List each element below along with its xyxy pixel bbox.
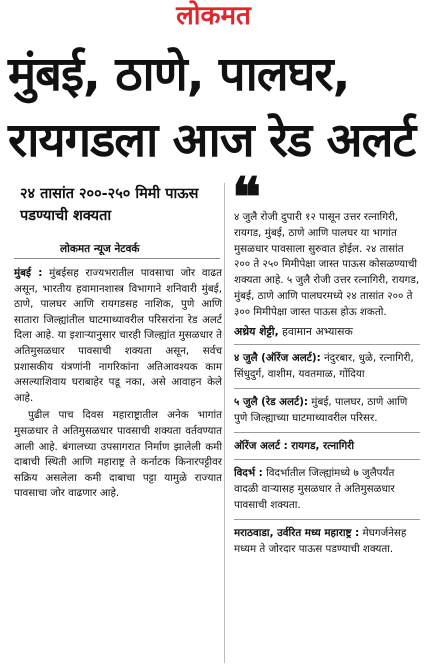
alert-label: ऑरेंज अलर्ट : रायगड, रत्नागिरी [234,439,355,452]
column-divider [224,183,225,663]
alert-text: मेघगर्जनेसह मध्यम ते जोरदार पाऊस पडण्याची शक्यता. [234,526,407,555]
divider [234,344,420,345]
subheadline: २४ तासांत २००-२५० मिमी पाऊस पडण्याची शक्यता [20,186,199,224]
divider [234,459,420,460]
alert-text: नंदुरबार, धुळे, रत्नागिरी, सिंधुदुर्ग, वाशीम, यवतमाळ, गोंदिया [234,352,414,381]
divider [234,432,420,433]
alert-item [234,439,420,455]
quote-author [234,324,420,340]
alert-item [234,395,420,427]
body-paragraph-1-text: मुंबईसह राज्यभरातील पावसाचा जोर वाढत असून, भारतीय हवामानशास्त्र विभागाने शनिवारी मुंबई, ठाणे, पालघर आणि रायगडसह नाशिक, पुणे आणि सातारा जिल्ह्यांतील घाटमाथ्यावरील परिसरांना रेड अलर्ट दिला आहे. या इशाऱ्यानुसार चारही जिल्ह्यांत मुसळधार ते अतिमुसळधार पावसाची शक्यता असून, सर्वच प्रशासकीय यंत्रणांनी नागरिकांना अतिआवश्यक काम असल्याशिवाय घराबाहेर पडू नका, असे आवाहन केले आहे. [14,267,222,404]
quote-mark-icon: ❝ [232,165,262,229]
body-paragraph-1 [14,266,222,406]
alert-label: ४ जुलै (ऑरेंज अलर्ट): [234,352,321,365]
byline-divider [14,258,220,259]
author-name: अथ्रेय शेट्टी, [234,324,279,338]
alert-label: ५ जुलै (रेड अलर्ट): [234,395,309,408]
divider [234,519,420,520]
headline-line-2: रायगडला आज रेड अलर्ट [8,113,416,168]
sidebar-column [234,210,420,559]
alert-item [234,351,420,383]
article-body [14,266,222,502]
headline-line-1: मुंबई, ठाणे, पालघर, [8,47,350,102]
newspaper-logo: लोकमत [176,1,251,31]
alert-item [234,466,420,513]
alert-text: मुंबई, पालघर, ठाणे आणि पुणे जिल्ह्याच्या घाटमाथ्यावरील परिसर. [234,395,408,424]
alert-text: विदर्भातील जिल्ह्यांमध्ये ७ जुलैपर्यंत वादळी वाऱ्यासह मुसळधार ते अतिमुसळधार पावसाची शक्यता. [234,467,395,511]
alert-list [234,351,420,557]
masthead [0,0,427,32]
body-paragraph-2: पुढील पाच दिवस महाराष्ट्रातील अनेक भागांत मुसळधार ते अतिमुसळधार पावसाची शक्यता वर्तवण्यात आली आहे. बंगालच्या उपसागरात निर्माण झालेली कमी दाबाची स्थिती आणि महाराष्ट्र ते कर्नाटक किनारपट्टीवर सक्रिय असलेला कमी दाबाचा पट्टा यामुळे राज्यात पावसाचा जोर वाढणार आहे. [14,409,222,500]
byline: लोकमत न्यूज नेटवर्क [60,243,140,255]
alert-label: विदर्भ : [234,467,263,480]
dateline: मुंबई : [14,267,43,279]
author-role: हवामान अभ्यासक [278,324,353,338]
headline [8,42,423,174]
divider [234,388,420,389]
quote-text: ४ जुलै रोजी दुपारी १२ पासून उत्तर रत्नागिरी, रायगड, मुंबई, ठाणे आणि पालघर या भागांत मुसळधार पावसाला सुरुवात होईल. २४ तासांत २०० ते २५० मिमीपेक्षा जास्त पाऊस कोसळण्याची शक्यता आहे. ५ जुलै रोजी उत्तर रत्नागिरी, रायगड, मुंबई, ठाणे आणि पालघरमध्ये २४ तासांत २०० ते ३०० मिमीपेक्षा जास्त पाऊस होऊ शकतो. [234,211,420,318]
alert-label: मराठवाडा, उर्वरित मध्य महाराष्ट्र : [234,526,360,539]
alert-item [234,526,420,558]
